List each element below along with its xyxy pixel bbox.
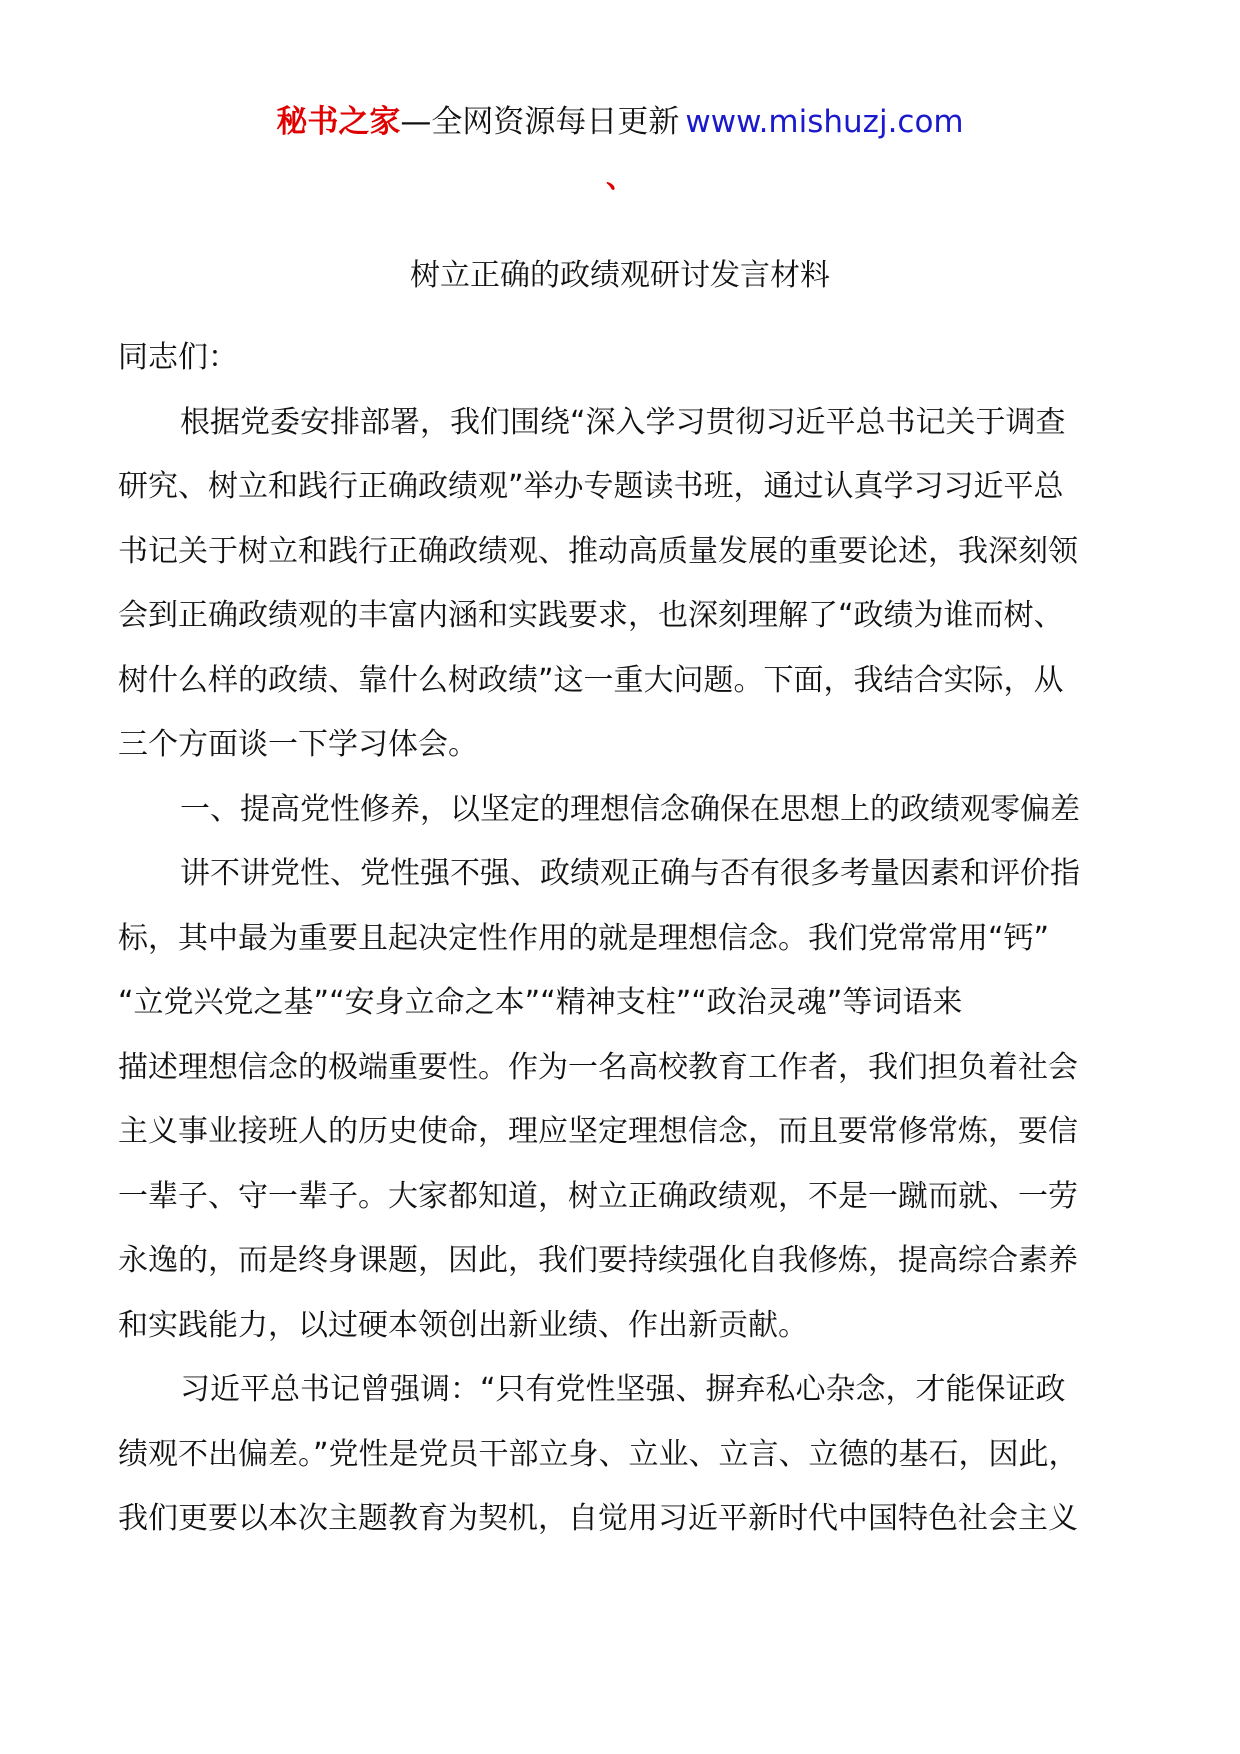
- body-line: 永逸的，而是终身课题，因此，我们要持续强化自我修炼，提高综合素养: [118, 1243, 1078, 1278]
- body-line: 会到正确政绩观的丰富内涵和实践要求，也深刻理解了“政绩为谁而树、: [118, 598, 1064, 633]
- body-line: 讲不讲党性、党性强不强、政绩观正确与否有很多考量因素和评价指: [180, 856, 1080, 891]
- site-header: [0, 100, 1240, 144]
- body-line: 标，其中最为重要且起决定性作用的就是理想信念。我们党常常用“钙”: [118, 920, 1050, 956]
- section-heading: 一、提高党性修养，以坚定的理想信念确保在思想上的政绩观零偏差: [180, 791, 1080, 827]
- body-line: 绩观不出偏差。”党性是党员干部立身、立业、立言、立德的基石，因此，: [118, 1436, 1079, 1472]
- body-line: 描述理想信念的极端重要性。作为一名高校教育工作者，我们担负着社会: [118, 1049, 1078, 1085]
- header-tagline: —全网资源每日更新: [400, 104, 680, 140]
- document-body: [118, 326, 1128, 1552]
- body-line: 书记关于树立和践行正确政绩观、推动高质量发展的重要论述，我深刻领: [118, 533, 1078, 569]
- body-line: 树什么样的政绩、靠什么树政绩”这一重大问题。下面，我结合实际，从: [118, 662, 1064, 698]
- header-mark: 、: [605, 161, 634, 194]
- body-line: 三个方面谈一下学习体会。: [118, 727, 478, 762]
- body-line: 研究、树立和践行正确政绩观”举办专题读书班，通过认真学习习近平总: [118, 469, 1064, 504]
- body-line: “立党兴党之基”“安身立命之本”“精神支柱”“政治灵魂”等词语来: [118, 985, 963, 1020]
- site-url-link[interactable]: www.mishuzj.com: [685, 104, 964, 140]
- document-title: 树立正确的政绩观研讨发言材料: [410, 258, 830, 293]
- brand-name: 秘书之家: [276, 104, 401, 140]
- body-line: 主义事业接班人的历史使命，理应坚定理想信念，而且要常修常炼，要信: [118, 1114, 1078, 1149]
- body-line: 我们更要以本次主题教育为契机，自觉用习近平新时代中国特色社会主义: [118, 1501, 1078, 1536]
- salutation-line: 同志们：: [118, 340, 238, 375]
- body-line: 习近平总书记曾强调：“只有党性坚强、摒弃私心杂念，才能保证政: [180, 1372, 1066, 1407]
- body-line: 和实践能力，以过硬本领创出新业绩、作出新贡献。: [118, 1307, 808, 1343]
- body-line: 一辈子、守一辈子。大家都知道，树立正确政绩观，不是一蹴而就、一劳: [118, 1178, 1078, 1214]
- body-line: 根据党委安排部署，我们围绕“深入学习贯彻习近平总书记关于调查: [180, 404, 1066, 440]
